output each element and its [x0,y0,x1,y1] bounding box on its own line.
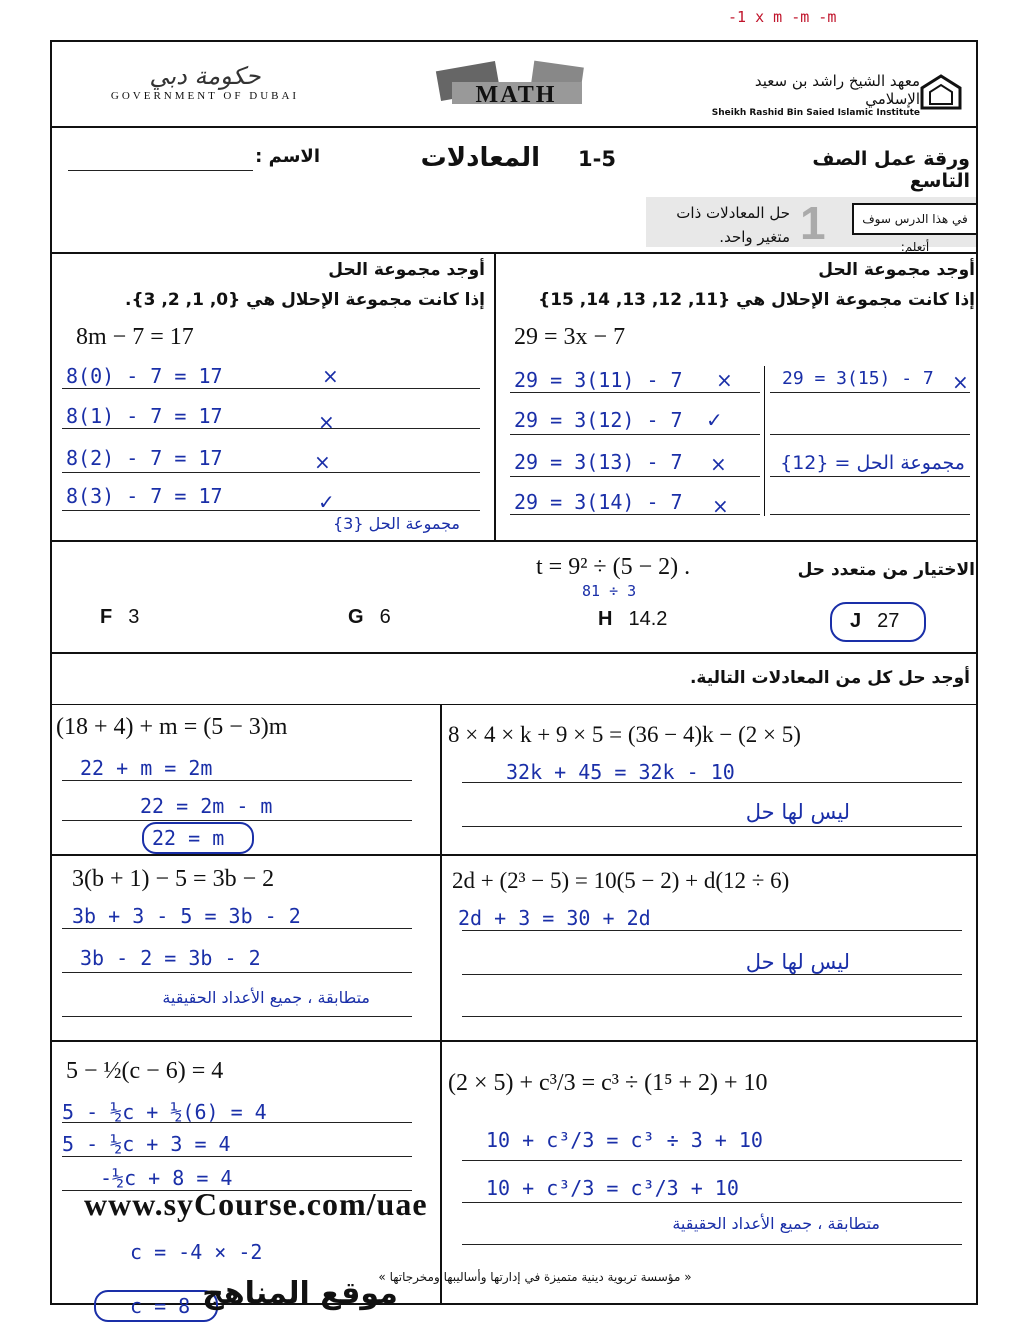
q-right-solution: مجموعة الحل = {12} [780,452,965,474]
problem-5-answer: c = 8 [130,1294,191,1318]
name-field[interactable] [68,170,253,171]
answer-circle [142,822,254,854]
answer-line [462,1016,962,1017]
divider [50,652,978,654]
answer-line [62,780,412,781]
answer-line [462,1160,962,1161]
problem-3-work: 3b + 3 - 5 = 3b - 2 [72,904,301,928]
answer-line [770,434,970,435]
answer-line [462,974,962,975]
website-watermark: www.syCourse.com/uae [84,1186,428,1222]
answer-line [462,826,962,827]
wrong-mark: × [716,368,733,392]
problem-5-work: -½c + 8 = 4 [100,1166,233,1190]
objective-number: 1 [800,197,826,249]
problem-2-work: 32k + 45 = 32k - 10 [506,760,735,784]
problem-2-equation: 8 × 4 × k + 9 × 5 = (36 − 4)k − (2 × 5) [448,722,801,747]
answer-line [62,928,412,929]
column-divider [440,704,442,1305]
answer-line [62,820,412,821]
problem-1-work: 22 = 2m - m [140,794,273,818]
answer-line [510,514,760,515]
answer-line [462,930,962,931]
answer-line [510,434,760,435]
q-right-work: 29 = 3(14) - 7 [514,490,683,514]
q-right-subtitle: إذا كانت مجموعة الإحلال هي {11, 12, 13, 14, 15} [538,290,975,310]
q-right-work: 29 = 3(13) - 7 [514,450,683,474]
q-left-equation: 8m − 7 = 17 [76,324,194,350]
problem-1-equation: (18 + 4) + m = (5 − 3)m [56,714,288,740]
option-f[interactable]: F 3 [100,606,140,628]
problem-6-work: 10 + c³/3 = c³/3 + 10 [486,1176,739,1200]
problem-4-equation: 2d + (2³ − 5) = 10(5 − 2) + d(12 ÷ 6) [452,868,790,893]
problem-4-answer: ليس لها حل [745,950,850,974]
option-g[interactable]: G 6 [348,606,391,628]
problem-6-answer: متطابقة ، جميع الأعداد الحقيقية [672,1214,880,1233]
answer-line [510,392,760,393]
answer-line [62,1016,412,1017]
answer-line [462,1202,962,1203]
q-left-work: 8(2) - 7 = 17 [66,446,223,470]
q-left-title: أوجد مجموعة الحل [328,260,485,280]
mcq-prompt: الاختيار من متعدد حل [797,560,975,580]
q-left-work: 8(1) - 7 = 17 [66,404,223,428]
answer-line [62,428,480,429]
problem-5-work: 5 - ½c + 3 = 4 [62,1132,231,1156]
wrong-mark: × [712,494,729,518]
answer-line [462,782,962,783]
lesson-number: 1-5 [578,147,616,171]
section2-title: أوجد حل كل من المعادلات التالية. [689,668,970,688]
wrong-mark: × [318,410,335,434]
wrong-mark: × [952,370,969,394]
problem-6-equation: (2 × 5) + c³/3 = c³ ÷ (1⁵ + 2) + 10 [448,1070,768,1096]
answer-line [62,1156,412,1157]
divider [50,126,978,128]
q-right-title: أوجد مجموعة الحل [818,260,975,280]
q-right-work-2: 29 = 3(15) - 7 [782,368,934,389]
institute-logo-icon [918,74,964,110]
gov-logo: حكومة دبي GOVERNMENT OF DUBAI [110,62,300,102]
problem-6-work: 10 + c³/3 = c³ ÷ 3 + 10 [486,1128,763,1152]
site-watermark: موقع المناهج [202,1276,398,1311]
wrong-mark: × [314,450,331,474]
q-right-work: 29 = 3(12) - 7 [514,408,683,432]
check-mark: ✓ [318,490,335,514]
problem-4-work: 2d + 3 = 30 + 2d [458,906,651,930]
divider [50,704,978,705]
q-left-work: 8(0) - 7 = 17 [66,364,223,388]
answer-line [770,392,970,393]
answer-line [62,1122,412,1123]
option-h[interactable]: H 14.2 [598,608,668,630]
option-j[interactable]: J 27 [850,610,900,632]
objective-label: في هذا الدرس سوف أتعلم: [852,203,978,235]
answer-line [770,476,970,477]
problem-3-work: 3b - 2 = 3b - 2 [80,946,261,970]
q-left-work: 8(3) - 7 = 17 [66,484,223,508]
problem-5-work: 5 - ½c + ½(6) = 4 [62,1100,267,1124]
q-right-equation: 29 = 3x − 7 [514,324,626,350]
q-right-work: 29 = 3(11) - 7 [514,368,683,392]
answer-line [770,514,970,515]
problem-1-answer: 22 = m [152,826,225,850]
institute-name: معهد الشيخ راشد بن سعيد الإسلامي Sheikh Rashid Bin Saied Islamic Institute [711,72,920,118]
answer-line [62,388,480,389]
name-label: الاسم : [255,146,320,167]
problem-5-equation: 5 − ½(c − 6) = 4 [66,1058,224,1084]
problem-1-work: 22 + m = 2m [80,756,213,780]
divider [50,252,978,254]
mcq-expression: t = 9² ÷ (5 − 2) . [536,554,691,580]
work-divider [764,366,765,516]
column-divider [494,252,496,540]
lesson-title: المعادلات [420,143,540,173]
selected-answer-circle [830,602,926,642]
answer-line [62,972,412,973]
answer-line [62,472,480,473]
q-left-subtitle: إذا كانت مجموعة الإحلال هي {0, 1, 2, 3}. [125,290,485,310]
divider [50,540,978,542]
problem-3-equation: 3(b + 1) − 5 = 3b − 2 [72,866,275,892]
divider [50,1040,978,1042]
wrong-mark: × [710,452,727,476]
answer-line [510,476,760,477]
divider [50,854,978,856]
check-mark: ✓ [706,408,723,432]
math-logo: MATH [432,60,592,112]
answer-line [462,1244,962,1245]
footer-motto: « مؤسسة تربوية دينية متميزة في إدارتها وأساليبها ومخرجاتها » [378,1270,692,1284]
problem-5-work: c = -4 × -2 [130,1240,263,1264]
wrong-mark: × [322,364,339,388]
objective-line-2: متغير واحد. [719,228,790,246]
objective-line-1: حل المعادلات ذات [676,204,790,222]
problem-3-answer: متطابقة ، جميع الأعداد الحقيقية [162,988,370,1007]
q-left-solution: مجموعة الحل {3} [332,514,460,533]
answer-line [62,510,480,511]
mcq-work-note: 81 ÷ 3 [582,582,637,600]
corner-note: -1 x m -m -m [728,8,837,26]
problem-2-answer: ليس لها حل [745,800,850,824]
worksheet-title: ورقة عمل الصف التاسع [812,148,970,192]
